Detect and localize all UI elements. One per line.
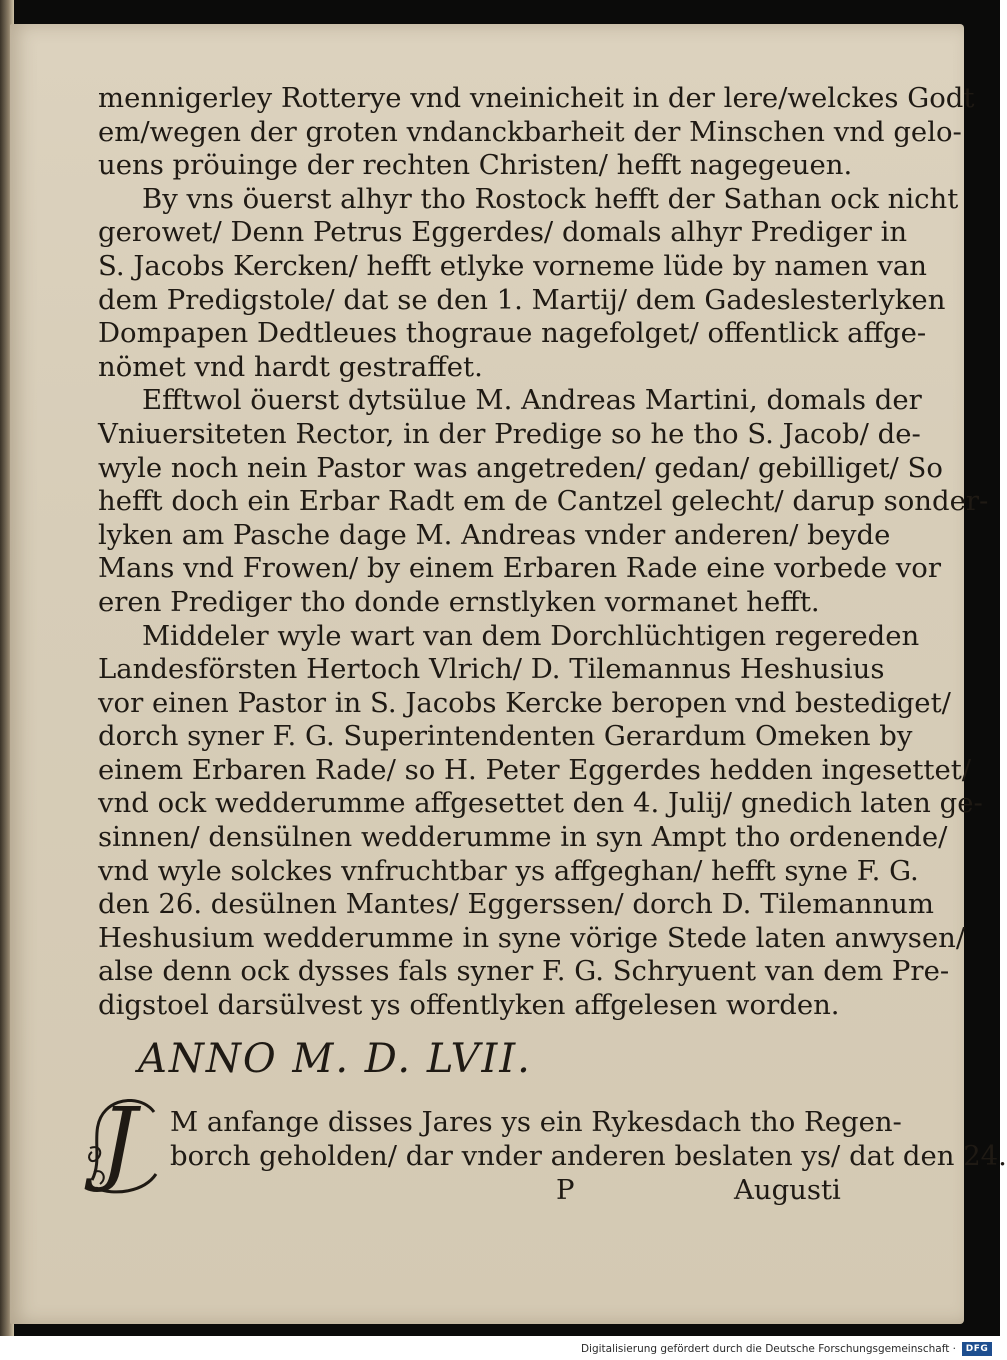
- text-line: lyken am Pasche dage M. Andreas vnder anderen/ beyde: [98, 518, 891, 551]
- decorated-initial: [84, 1088, 168, 1200]
- text-line: Middeler wyle wart van dem Dorchlüchtigen regereden: [142, 619, 920, 652]
- main-text-block: [98, 82, 989, 1023]
- signature-mark: P: [556, 1174, 575, 1206]
- text-line: einem Erbaren Rade/ so H. Peter Eggerdes hedden ingesettet/: [98, 753, 972, 786]
- text-line: dem Predigstole/ dat se den 1. Martij/ dem Gadeslesterlyken: [98, 283, 946, 316]
- text-line: wyle noch nein Pastor was angetreden/ gedan/ gebilliget/ So: [98, 451, 943, 484]
- text-line: gerowet/ Denn Petrus Eggerdes/ domals alhyr Prediger in: [98, 216, 908, 249]
- dfg-logo: DFG: [962, 1342, 992, 1356]
- text-line: nömet vnd hardt gestraffet.: [98, 350, 483, 383]
- text-line: By vns öuerst alhyr tho Rostock hefft der Sathan ock nicht: [142, 182, 959, 215]
- text-line: M anfange disses Jares ys ein Rykesdach tho Regen-: [170, 1106, 902, 1138]
- text-line: digstoel darsülvest ys offentlyken affgelesen worden.: [98, 989, 840, 1022]
- catchword: Augusti: [734, 1174, 841, 1206]
- text-line: uens pröuinge der rechten Christen/ hefft nagegeuen.: [98, 149, 853, 182]
- text-line: Dompapen Dedtleues thograue nagefolget/ offentlick affge-: [98, 317, 927, 350]
- text-line: Landesförsten Hertoch Vlrich/ D. Tilemannus Heshusius: [98, 653, 885, 686]
- footer-bar: [0, 1338, 1000, 1360]
- text-line: alse denn ock dysses fals syner F. G. Schryuent van dem Pre-: [98, 955, 950, 988]
- text-line: vnd wyle solckes vnfruchtbar ys affgeghan/ hefft syne F. G.: [98, 854, 919, 887]
- text-line: borch geholden/ dar vnder anderen beslaten ys/ dat den 24.: [170, 1139, 1007, 1172]
- text-line: vor einen Pastor in S. Jacobs Kercke beropen vnd bestediget/: [98, 686, 951, 719]
- book-page: [10, 24, 1007, 1324]
- text-line: Mans vnd Frowen/ by einem Erbaren Rade eine vorbede vor: [98, 552, 941, 585]
- text-line: Vniuersiteten Rector, in der Predige so he tho S. Jacob/ de-: [98, 417, 921, 450]
- text-line: em/wegen der groten vndanckbarheit der Minschen vnd gelo-: [98, 115, 962, 148]
- text-line: mennigerley Rotterye vnd vneinicheit in der lere/welckes Godt: [98, 82, 975, 114]
- text-line: S. Jacobs Kercken/ hefft etlyke vorneme lüde by namen van: [98, 249, 927, 282]
- text-line: hefft doch ein Erbar Radt em de Cantzel gelecht/ darup sonder-: [98, 485, 989, 518]
- text-line: den 26. desülnen Mantes/ Eggerssen/ dorch D. Tilemannum: [98, 888, 934, 921]
- initial-letter: J: [100, 1088, 137, 1195]
- text-line: eren Prediger tho donde ernstlyken vormanet hefft.: [98, 585, 820, 618]
- text-line: vnd ock wedderumme affgesettet den 4. Julij/ gnedich laten ge-: [98, 787, 983, 820]
- closing-text-block: [170, 1106, 1007, 1173]
- footer-credit: Digitalisierung gefördert durch die Deutsche Forschungsgemeinschaft ·: [580, 1343, 956, 1355]
- text-line: sinnen/ densülnen wedderumme in syn Ampt tho ordenende/: [98, 821, 948, 854]
- text-line: Heshusium wedderumme in syne vörige Stede laten anwysen/: [98, 921, 966, 954]
- year-heading: ANNO M. D. LVII.: [138, 1036, 532, 1082]
- text-line: Efftwol öuerst dytsülue M. Andreas Martini, domals der: [142, 384, 922, 417]
- text-line: dorch syner F. G. Superintendenten Gerardum Omeken by: [98, 720, 913, 753]
